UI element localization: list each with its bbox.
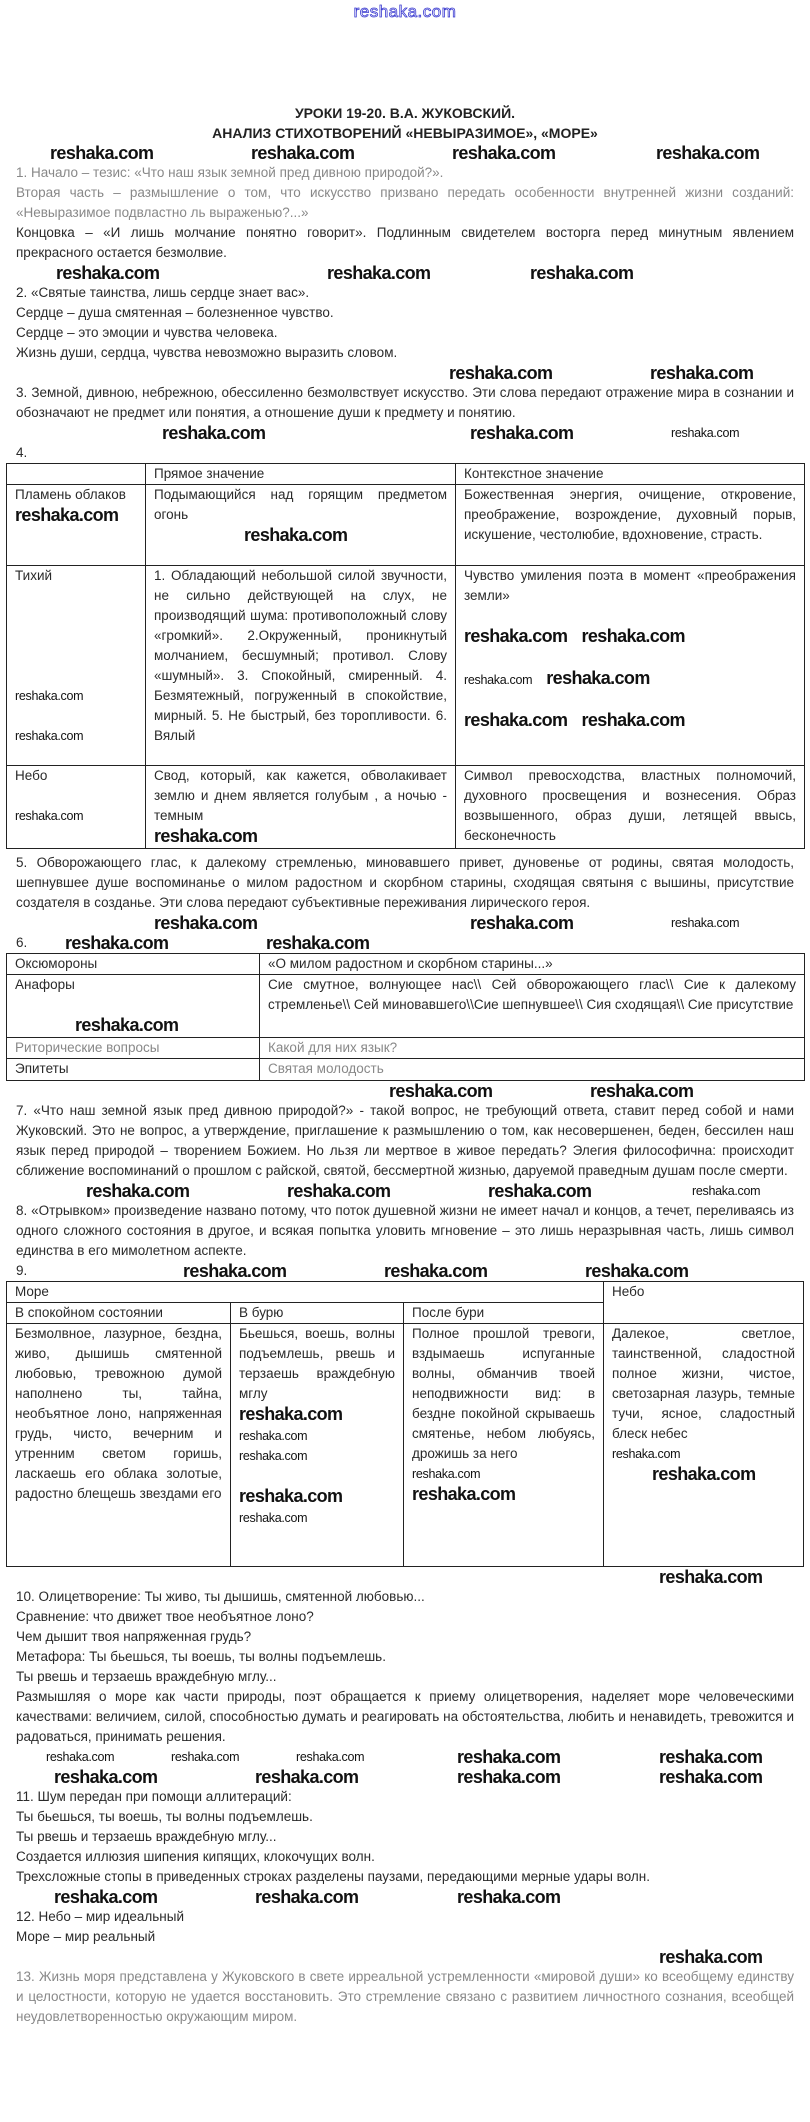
watermark: reshaka.com (251, 143, 355, 163)
answer-9-label-row (0, 1261, 810, 1281)
table-row (7, 1038, 805, 1059)
answer-1-line: 1. Начало – тезис: «Что наш язык земной пред дивною природой?». (16, 165, 444, 180)
cell-watermarks (612, 1444, 795, 1464)
watermark: reshaka.com (54, 1767, 158, 1787)
answer-11-line: Ты бьешься, ты воешь, ты волны подъемлешь. (16, 1809, 313, 1824)
answer-4-label-row (0, 443, 810, 463)
cell-watermarks (15, 995, 251, 1037)
watermark: reshaka.com (171, 1750, 240, 1764)
cell-watermarks (239, 1426, 395, 1446)
watermark: reshaka.com (530, 263, 634, 283)
watermark: reshaka.com (659, 1747, 763, 1767)
cell-watermarks (15, 706, 137, 746)
watermark-row (0, 143, 810, 163)
table-cell (7, 566, 146, 766)
header-cell (7, 464, 146, 485)
watermark: reshaka.com (612, 1447, 681, 1461)
answer-10-line: Ты рвешь и терзаешь враждебную мглу... (16, 1669, 277, 1684)
answer-2-line: Сердце – душа смятенная – болезненное чувство. (16, 305, 334, 320)
table-cell (231, 1324, 404, 1567)
watermark-row (0, 1567, 810, 1587)
watermark: reshaka.com (255, 1887, 359, 1907)
answer-7: 7. «Что наш земной язык пред дивною природой?» - такой вопрос, не требующий ответа, ставит перед собой и нами Жуковский. Это не вопрос, а утверждение, приглашение к размышлению о том, как несовершенен, беден, бессилен наш язык перед природой – творением Божием. Но льзя ли мертвое в живое передать? Элегия философична: происходит сближение воспоминаний о прошлом с райской, святой, бессмертной жизнью, даруемой праведным душам после смерти. (16, 1103, 794, 1178)
watermark: reshaka.com (652, 1464, 756, 1484)
watermark-row (0, 913, 810, 933)
table-cell: Символ превосходства, властных полномочий, духовного просвещения и вознесения. Образ возвышенного, образ души, летящей ввысь, бесконечность (456, 766, 805, 849)
watermark: reshaka.com (671, 916, 740, 930)
watermark: reshaka.com (581, 710, 685, 730)
table-cell (7, 975, 260, 1038)
watermark: reshaka.com (656, 143, 760, 163)
answer-10-line: Размышляя о море как части природы, поэт обращается к приему олицетворения, наделяет море человеческими качествами: величием, силой, способностью думать и реагировать на обстоятельства, любить и ненавидеть, тревожится и радоваться, принимать решения. (16, 1689, 794, 1744)
table-row (7, 1324, 804, 1567)
answer-12-line: Море – мир реальный (16, 1929, 156, 1944)
table-cell: Эпитеты (7, 1059, 260, 1081)
answer-13: 13. Жизнь моря представлена у Жуковского в свете ирреальной устремленности «мировой души» ко всеобщему единству и целостности, которую не удается восстановить. Это стремление связано с развитием личностного сознания, всеобщей неудовлетворенностью окружающим миром. (16, 1969, 794, 2024)
watermark: reshaka.com (239, 1429, 308, 1443)
watermark: reshaka.com (464, 710, 568, 730)
cell-watermarks (239, 1404, 395, 1426)
cell-text: Свод, который, как кажется, обволакивает землю и днем является голубым , а ночью - темным (154, 768, 447, 823)
cell-text: Анафоры (15, 977, 75, 992)
watermark: reshaka.com (457, 1747, 561, 1767)
cell-watermarks (412, 1464, 595, 1484)
cell-watermarks (239, 1508, 395, 1528)
cell-watermarks (239, 1446, 395, 1466)
watermark: reshaka.com (287, 1181, 391, 1201)
cell-watermarks (15, 505, 137, 527)
table-cell (146, 485, 456, 566)
cell-watermarks (15, 586, 137, 706)
subheader-cell: В спокойном состоянии (7, 1303, 231, 1324)
watermark: reshaka.com (412, 1484, 516, 1504)
header-cell: Прямое значение (146, 464, 456, 485)
watermark-row (0, 1747, 810, 1767)
table-header-row (7, 464, 805, 485)
watermark: reshaka.com (659, 1767, 763, 1787)
cell-watermarks (154, 525, 447, 547)
watermark: reshaka.com (581, 626, 685, 646)
watermark: reshaka.com (457, 1767, 561, 1787)
watermark: reshaka.com (162, 423, 266, 443)
table-row (7, 566, 805, 766)
watermark: reshaka.com (239, 1449, 308, 1463)
watermark: reshaka.com (412, 1467, 481, 1481)
subheader-cell: После бури (404, 1303, 604, 1324)
cell-watermarks (612, 1464, 795, 1486)
answer-10-line: 10. Олицетворение: Ты живо, ты дышишь, смятенной любовью... (16, 1589, 425, 1604)
meaning-table (6, 463, 805, 849)
cell-text: Полное прошлой тревоги, вздымаешь испуганные волны, обманчив твоей неподвижности вид: в бездне покойной скрываешь смятенье, небом любуясь, дрожишь за него (412, 1326, 596, 1461)
answer-11 (16, 1787, 794, 1887)
cell-text: Подымающийся над горящим предметом огонь (154, 487, 447, 522)
cell-watermarks (412, 1484, 595, 1506)
answer-4-label: 4. (16, 445, 28, 460)
answer-10-line: Сравнение: что движет твое необъятное лоно? (16, 1609, 314, 1624)
watermark: reshaka.com (154, 826, 258, 846)
watermark: reshaka.com (671, 426, 740, 440)
watermark: reshaka.com (546, 668, 650, 688)
watermark-row (0, 1767, 810, 1787)
watermark: reshaka.com (464, 673, 533, 687)
watermark: reshaka.com (239, 1486, 343, 1506)
table-cell (7, 766, 146, 849)
cell-watermarks (464, 606, 796, 648)
answer-12 (16, 1907, 794, 1947)
watermark-row (0, 423, 810, 443)
table-cell (7, 485, 146, 566)
watermark-row (0, 1081, 810, 1101)
cell-watermarks (239, 1466, 395, 1508)
page-title: УРОКИ 19-20. В.А. ЖУКОВСКИЙ. (294, 105, 516, 121)
cell-text: Бьешься, воешь, волны подъемлешь, рвешь и терзаешь враждебную мглу (239, 1326, 395, 1401)
watermark: reshaka.com (86, 1181, 190, 1201)
watermark: reshaka.com (183, 1261, 287, 1281)
answer-11-line: Трехсложные стопы в приведенных строках разделены паузами, передающими мерные удары волн. (16, 1869, 650, 1884)
watermark-row (0, 263, 810, 283)
watermark: reshaka.com (266, 933, 370, 953)
table-cell: Святая молодость (260, 1059, 805, 1081)
watermark: reshaka.com (692, 1184, 761, 1198)
devices-table (6, 953, 805, 1081)
watermark: reshaka.com (296, 1750, 365, 1764)
watermark: reshaka.com (449, 363, 553, 383)
watermark: reshaka.com (15, 729, 84, 743)
answer-5: 5. Обворожающего глас, к далекому стремленью, миновавшего привет, дуновенье от родины, святая молодость, шепнувшее душе воспоминанье о милом радостном и скорбном старины, сходящая святыня с вышины, присутствие создателя в созданье. Эти слова передают субъективные переживания лирического героя. (16, 855, 794, 910)
table-row (7, 1059, 805, 1081)
table-cell (456, 566, 805, 766)
answer-11-line: Создается иллюзия шипения кипящих, клокочущих волн. (16, 1849, 375, 1864)
answer-12-line: 12. Небо – мир идеальный (16, 1909, 184, 1924)
watermark: reshaka.com (15, 689, 84, 703)
header-cell-sky: Небо (604, 1282, 804, 1324)
header-cell: Контекстное значение (456, 464, 805, 485)
header-cell-sea: Море (7, 1282, 604, 1303)
watermark: reshaka.com (470, 913, 574, 933)
subheader-cell: В бурю (231, 1303, 404, 1324)
table-cell: 1. Обладающий небольшой силой звучности, не сильно действующей на слух, не производящий шума: противоположный слову «громкий». 2.Окруженный, проникнутый молчанием, бесшумный; противол. Слову «шумный». 3. Спокойный, смиренный. 4. Безмятежный, погруженный в спокойствие, мирный. 5. Не быстрый, без торопливости. 6. Вялый (146, 566, 456, 766)
watermark: reshaka.com (154, 913, 258, 933)
answer-2 (16, 283, 794, 363)
table-header-row (7, 1282, 804, 1303)
table-cell: Оксюмороны (7, 954, 260, 975)
cell-watermarks (15, 786, 137, 826)
cell-watermarks (154, 826, 447, 848)
watermark: reshaka.com (327, 263, 431, 283)
table-cell: Божественная энергия, очищение, откровение, преображение, возрождение, духовный порыв, искушение, честолюбие, вдохновение, страсть. (456, 485, 805, 566)
table-cell: Риторические вопросы (7, 1038, 260, 1059)
watermark: reshaka.com (239, 1511, 308, 1525)
watermark: reshaka.com (457, 1887, 561, 1907)
watermark: reshaka.com (15, 505, 119, 525)
watermark: reshaka.com (239, 1404, 343, 1424)
cell-text: Чувство умиления поэта в момент «преображения земли» (464, 568, 796, 603)
watermark: reshaka.com (54, 1887, 158, 1907)
answer-10-line: Чем дышит твоя напряженная грудь? (16, 1629, 252, 1644)
answer-2-line: Жизнь души, сердца, чувства невозможно выразить словом. (16, 345, 398, 360)
table-cell (146, 766, 456, 849)
watermark: reshaka.com (75, 1015, 179, 1035)
table-cell (604, 1324, 804, 1567)
answer-1 (16, 163, 794, 263)
watermark-row (0, 1181, 810, 1201)
answer-8: 8. «Отрывком» произведение названо потому, что поток душевной жизни не имеет начал и концов, а течет, переливаясь из одного сложного состояния в другое, и всякая попытка уловить мгновение – это лишь неразрывная часть, лишь символ единства в его мимолетном аспекте. (16, 1203, 794, 1258)
watermark: reshaka.com (255, 1767, 359, 1787)
cell-watermarks (464, 648, 796, 690)
watermark: reshaka.com (50, 143, 154, 163)
answer-6-label-row (0, 933, 810, 953)
table-row (7, 766, 805, 849)
answer-1-line: Вторая часть – размышление о том, что искусство призвано передать особенности внутренней жизни созданий: «Невыразимое подвластно ль выраженью?...» (16, 185, 794, 220)
watermark: reshaka.com (244, 525, 348, 545)
watermark: reshaka.com (488, 1181, 592, 1201)
answer-10-line: Метафора: Ты бьешься, ты воешь, ты волны подъемлешь. (16, 1649, 386, 1664)
watermark: reshaka.com (585, 1261, 689, 1281)
cell-text: Пламень облаков (15, 487, 126, 502)
answer-11-line: Ты рвешь и терзаешь враждебную мглу... (16, 1829, 277, 1844)
watermark: reshaka.com (46, 1750, 115, 1764)
watermark: reshaka.com (389, 1081, 493, 1101)
table-row (7, 485, 805, 566)
answer-6-label: 6. (16, 935, 28, 950)
watermark: reshaka.com (590, 1081, 694, 1101)
cell-text: Далекое, светлое, таинственной, сладостной полное жизни, чистое, светозарная лазурь, темные тучи, ясное, сладостный блеск небес (612, 1326, 796, 1441)
watermark: reshaka.com (65, 933, 169, 953)
table-cell: Безмолвное, лазурное, бездна, живо, дышишь смятенной любовью, тревожною думой наполнено ты, тайна, необъятное лоно, напряженная грудь, чисто, вечерним и утренним светом горишь, ласкаешь его облака золотые, радостно блещешь звездами его (7, 1324, 231, 1567)
answer-2-line: 2. «Святые таинства, лишь сердце знает вас». (16, 285, 310, 300)
watermark-row (0, 1887, 810, 1907)
table-row (7, 954, 805, 975)
site-link[interactable]: reshaka.com (353, 2, 457, 21)
answer-10 (16, 1587, 794, 1747)
table-cell: Какой для них язык? (260, 1038, 805, 1059)
cell-text: Небо (15, 768, 48, 783)
table-cell: Сие смутное, волнующее нас\\ Сей обворожающего глас\\ Сие к далекому стремленье\\ Сей миновавшего\\Сие шепнувшее\\ Сия сходящая\\ Сие присутствие (260, 975, 805, 1038)
cell-watermarks (464, 690, 796, 732)
table-row (7, 975, 805, 1038)
answer-9-label: 9. (16, 1263, 28, 1278)
sea-sky-table (6, 1281, 804, 1567)
watermark: reshaka.com (56, 263, 160, 283)
answer-2-line: Сердце – это эмоции и чувства человека. (16, 325, 278, 340)
watermark: reshaka.com (15, 809, 84, 823)
watermark: reshaka.com (452, 143, 556, 163)
watermark: reshaka.com (464, 626, 568, 646)
table-cell: «О милом радостном и скорбном старины...» (260, 954, 805, 975)
watermark: reshaka.com (384, 1261, 488, 1281)
answer-3: 3. Земной, дивною, небрежною, обессиленно безмолвствует искусство. Эти слова передают отражение мира в сознании и обозначают не предмет или понятия, а отношение души к предмету и понятию. (16, 385, 794, 420)
watermark: reshaka.com (659, 1947, 763, 1967)
watermark: reshaka.com (659, 1567, 763, 1587)
page-subtitle: АНАЛИЗ СТИХОТВОРЕНИЙ «НЕВЫРАЗИМОЕ», «МОРЕ» (212, 125, 598, 141)
watermark-row (0, 1947, 810, 1967)
table-cell (404, 1324, 604, 1567)
watermark: reshaka.com (650, 363, 754, 383)
watermark-row (0, 363, 810, 383)
answer-11-line: 11. Шум передан при помощи аллитераций: (16, 1789, 292, 1804)
cell-text: Тихий (15, 568, 53, 583)
answer-1-line: Концовка – «И лишь молчание понятно говорит». Подлинным свидетелем восторга перед минутным явлением прекрасного остается безмолвие. (16, 225, 794, 260)
watermark: reshaka.com (470, 423, 574, 443)
